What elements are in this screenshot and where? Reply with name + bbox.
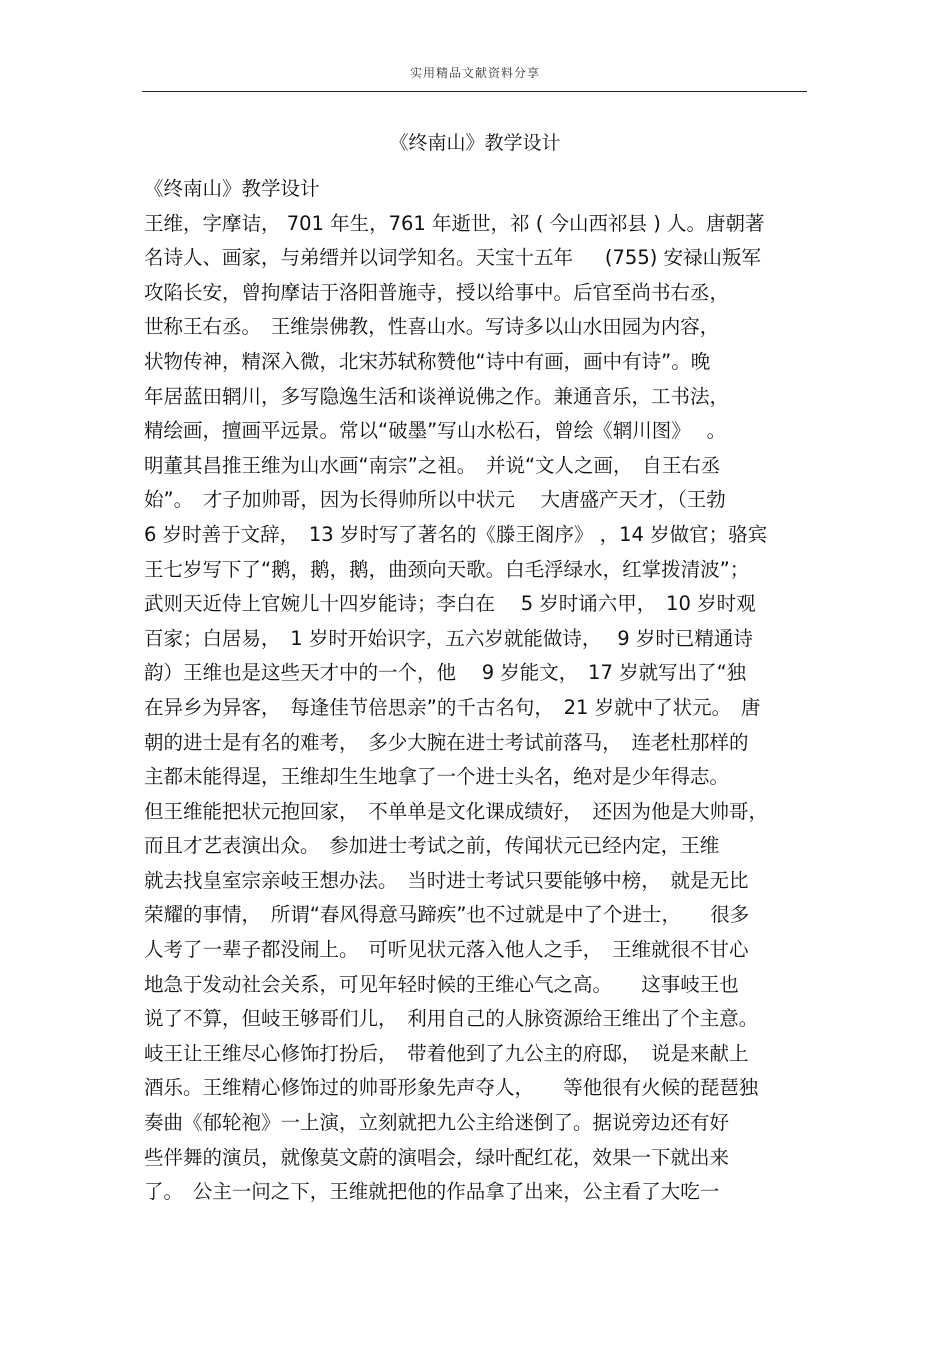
body-line: 但王维能把状元抱回家， 不单单是文化课成绩好， 还因为他是大帅哥， (144, 799, 769, 823)
body-line: 了。 公主一问之下，王维就把他的作品拿了出来，公主看了大吃一 (144, 1180, 720, 1204)
body-line: 状物传神，精深入微，北宋苏轼称赞他“诗中有画，画中有诗”。晚 (144, 349, 711, 373)
body-line: 岐王让王维尽心修饰打扮后， 带着他到了九公主的府邸， 说是来献上 (144, 1041, 749, 1065)
body-line: 6 岁时善于文辞， 13 岁时写了著名的《滕王阁序》 ，14 岁做官；骆宾 (144, 522, 768, 546)
body-line: 韵）王维也是这些天才中的一个，他 9 岁能文， 17 岁就写出了“独 (144, 661, 747, 685)
body-line: 地急于发动社会关系，可见年轻时候的王维心气之高。 这事岐王也 (144, 972, 739, 996)
body-line: 武则天近侍上官婉儿十四岁能诗；李白在 5 岁时诵六甲， 10 岁时观 (144, 592, 756, 616)
body-line: 就去找皇室宗亲岐王想办法。 当时进士考试只要能够中榜， 就是无比 (144, 868, 749, 892)
body-line: 人考了一辈子都没闹上。 可听见状元落入他人之手， 王维就很不甘心 (144, 938, 749, 962)
document-title: 《终南山》教学设计 (389, 132, 561, 154)
body-line: 精绘画，擅画平远景。常以“破墨”写山水松石，曾绘《辋川图》 。 (144, 419, 727, 443)
body-line: 明董其昌推王维为山水画“南宗”之祖。 并说“文人之画， 自王右丞 (144, 453, 721, 477)
body-line: 始”。 才子加帅哥，因为长得帅所以中状元 大唐盛产天才，（王勃 (144, 488, 726, 512)
body-line: 在异乡为异客， 每逢佳节倍思亲”的千古名句， 21 岁就中了状元。 唐 (144, 695, 761, 719)
body-line: 说了不算，但岐王够哥们儿， 利用自己的人脉资源给王维出了个主意。 (144, 1007, 759, 1031)
body-line: 些伴舞的演员，就像莫文蔚的演唱会，绿叶配红花，效果一下就出来 (144, 1145, 730, 1169)
body-line: 名诗人、画家，与弟缙并以词学知名。天宝十五年 (755) 安禄山叛军 (144, 246, 762, 270)
body-line: 攻陷长安，曾拘摩诘于洛阳普施寺，授以给事中。后官至尚书右丞， (144, 280, 730, 304)
page-header: 实用精品文献资料分享 (409, 66, 540, 80)
body-line: 《终南山》教学设计 (144, 177, 320, 200)
body-line: 主都未能得逞，王维却生生地拿了一个进士头名，绝对是少年得志。 (144, 765, 730, 789)
body-line: 荣耀的事情， 所谓“春风得意马蹄疾”也不过就是中了个进士， 很多 (144, 903, 750, 927)
body-line: 王七岁写下了“鹅，鹅，鹅，曲颈向天歌。白毛浮绿水，红掌拨清波”； (144, 557, 750, 581)
body-line: 年居蓝田辋川，多写隐逸生活和谈禅说佛之作。兼通音乐，工书法， (144, 384, 730, 408)
body-line: 朝的进士是有名的难考， 多少大腕在进士考试前落马， 连老杜那样的 (144, 730, 749, 754)
body-line: 奏曲《郁轮袍》一上演，立刻就把九公主给迷倒了。据说旁边还有好 (144, 1111, 730, 1135)
document-body (144, 172, 844, 1210)
header-divider (142, 91, 807, 92)
body-line: 世称王右丞。 王维崇佛教，性喜山水。写诗多以山水田园为内容， (144, 315, 720, 339)
body-line: 王维，字摩诘， 701 年生，761 年逝世，祁 ( 今山西祁县 ) 人。唐朝著 (144, 211, 765, 235)
body-line: 而且才艺表演出众。 参加进士考试之前，传闻状元已经内定，王维 (144, 834, 720, 858)
body-line: 百家；白居易， 1 岁时开始识字，五六岁就能做诗， 9 岁时已精通诗 (144, 626, 753, 650)
body-line: 酒乐。王维精心修饰过的帅哥形象先声夺人， 等他很有火候的琵琶独 (144, 1076, 759, 1100)
